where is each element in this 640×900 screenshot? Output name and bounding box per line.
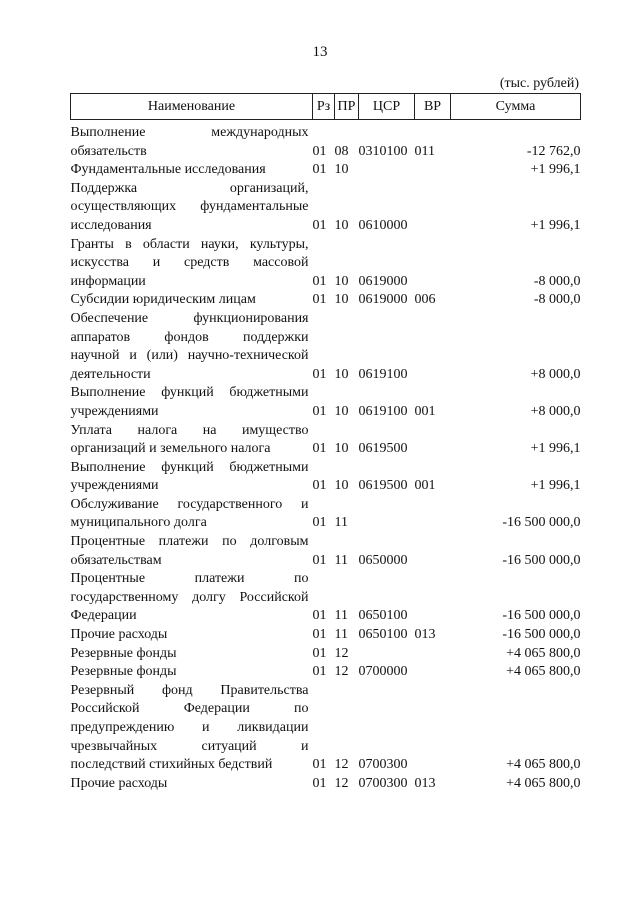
cell-sum: +4 065 800,0 bbox=[506, 757, 581, 773]
cell-sum: +4 065 800,0 bbox=[506, 645, 581, 661]
cell-pr: 10 bbox=[334, 478, 349, 494]
row-name-line: искусства и средств массовой bbox=[70, 255, 309, 271]
table-row bbox=[71, 459, 581, 496]
row-name-line: Прочие расходы bbox=[70, 627, 168, 643]
table-row bbox=[71, 422, 581, 459]
row-name bbox=[71, 533, 313, 570]
cell-rz: 01 bbox=[312, 608, 327, 624]
cell-vr: 001 bbox=[414, 478, 436, 494]
cell-sum: -16 500 000,0 bbox=[502, 627, 581, 643]
row-name-line: Российской Федерации по bbox=[70, 701, 309, 717]
cell-csr bbox=[359, 645, 415, 664]
header-csr: ЦСР bbox=[359, 94, 415, 120]
cell-pr: 11 bbox=[334, 608, 348, 624]
cell-rz: 01 bbox=[312, 645, 327, 661]
row-name-line: обязательствам bbox=[70, 552, 162, 568]
cell-rz: 01 bbox=[312, 217, 327, 233]
table-row bbox=[71, 626, 581, 645]
row-name-line: предупреждению и ликвидации bbox=[70, 720, 309, 735]
row-name-line: Уплата налога на имущество bbox=[70, 422, 309, 438]
row-name-line: чрезвычайных ситуаций и bbox=[70, 738, 309, 754]
cell-rz: 01 bbox=[312, 775, 327, 791]
cell-pr: 08 bbox=[334, 143, 349, 159]
cell-csr: 0700300 bbox=[358, 775, 408, 791]
cell-rz: 01 bbox=[312, 273, 327, 289]
row-name-line: муниципального долга bbox=[70, 515, 207, 531]
cell-sum: +1 996,1 bbox=[530, 217, 581, 233]
cell-sum: +4 065 800,0 bbox=[506, 775, 581, 791]
cell-pr: 10 bbox=[334, 441, 349, 457]
row-name bbox=[71, 291, 313, 310]
cell-pr: 10 bbox=[334, 162, 349, 178]
row-name bbox=[71, 161, 313, 180]
cell-csr: 0619000 bbox=[358, 292, 408, 308]
header-rz: Рз bbox=[313, 94, 335, 120]
row-name bbox=[71, 626, 313, 645]
header-pr: ПР bbox=[335, 94, 359, 120]
row-name bbox=[71, 384, 313, 421]
row-name bbox=[71, 459, 313, 496]
cell-vr: 013 bbox=[414, 775, 436, 791]
cell-sum: -8 000,0 bbox=[533, 273, 581, 289]
cell-vr bbox=[415, 180, 451, 236]
cell-pr: 12 bbox=[334, 757, 349, 773]
row-name-line: Процентные платежи по долговым bbox=[70, 534, 309, 550]
cell-sum: +1 996,1 bbox=[530, 162, 581, 178]
cell-rz: 01 bbox=[312, 366, 327, 382]
budget-table bbox=[70, 93, 581, 793]
row-name-line: Прочие расходы bbox=[70, 775, 168, 791]
row-name-line: научной и (или) научно-технической bbox=[70, 348, 309, 364]
cell-sum: -12 762,0 bbox=[526, 143, 581, 159]
cell-pr: 12 bbox=[334, 775, 349, 791]
cell-csr: 0310100 bbox=[358, 143, 408, 159]
header-sum: Сумма bbox=[451, 94, 581, 120]
row-name-line: Обеспечение функционирования bbox=[70, 310, 309, 326]
cell-vr bbox=[415, 570, 451, 626]
cell-csr: 0650100 bbox=[358, 608, 408, 624]
cell-vr: 013 bbox=[414, 627, 436, 643]
table-row bbox=[71, 775, 581, 794]
table-body bbox=[71, 120, 581, 794]
row-name bbox=[71, 310, 313, 384]
cell-csr: 0619100 bbox=[358, 366, 408, 382]
page-number: 13 bbox=[312, 44, 328, 60]
units-label: (тыс. рублей) bbox=[499, 76, 579, 91]
cell-pr: 11 bbox=[334, 552, 348, 568]
cell-rz: 01 bbox=[312, 478, 327, 494]
cell-sum: -16 500 000,0 bbox=[502, 552, 581, 568]
cell-pr: 10 bbox=[334, 292, 349, 308]
cell-pr: 10 bbox=[334, 403, 349, 419]
cell-csr: 0619100 bbox=[358, 403, 408, 419]
row-name bbox=[71, 570, 313, 626]
cell-sum: -16 500 000,0 bbox=[502, 515, 581, 531]
cell-rz: 01 bbox=[312, 627, 327, 643]
row-name bbox=[71, 663, 313, 682]
cell-csr: 0619000 bbox=[358, 273, 408, 289]
row-name-line: Гранты в области науки, культуры, bbox=[70, 236, 309, 252]
cell-csr: 0619500 bbox=[358, 441, 408, 457]
table-row bbox=[71, 180, 581, 236]
cell-rz: 01 bbox=[312, 664, 327, 680]
row-name-line: информации bbox=[70, 273, 146, 289]
cell-csr bbox=[359, 496, 415, 533]
table-row bbox=[71, 663, 581, 682]
cell-vr bbox=[415, 645, 451, 664]
header-vr: ВР bbox=[415, 94, 451, 120]
table-row bbox=[71, 570, 581, 626]
cell-vr bbox=[415, 682, 451, 775]
cell-csr: 0700300 bbox=[358, 757, 408, 773]
cell-pr: 12 bbox=[334, 664, 349, 680]
cell-sum: +4 065 800,0 bbox=[506, 664, 581, 680]
cell-pr: 10 bbox=[334, 217, 349, 233]
cell-vr bbox=[415, 236, 451, 292]
cell-pr: 11 bbox=[334, 515, 348, 531]
table-row bbox=[71, 645, 581, 664]
row-name-line: Субсидии юридическим лицам bbox=[70, 292, 256, 308]
cell-rz: 01 bbox=[312, 162, 327, 178]
table-row bbox=[71, 496, 581, 533]
row-name-line: Резервные фонды bbox=[70, 645, 177, 661]
cell-csr: 0700000 bbox=[358, 664, 408, 680]
row-name-line: Резервный фонд Правительства bbox=[70, 682, 309, 698]
row-name-line: деятельности bbox=[70, 366, 151, 382]
cell-sum: +8 000,0 bbox=[530, 366, 581, 382]
row-name bbox=[71, 422, 313, 459]
cell-pr: 11 bbox=[334, 627, 348, 643]
cell-pr: 12 bbox=[334, 645, 349, 661]
table-row bbox=[71, 236, 581, 292]
table-header-row bbox=[71, 94, 581, 120]
row-name-line: Фундаментальные исследования bbox=[70, 162, 266, 178]
row-name-line: учреждениями bbox=[70, 403, 159, 419]
row-name-line: исследования bbox=[70, 217, 152, 233]
row-name-line: Выполнение функций бюджетными bbox=[70, 459, 309, 475]
table-row bbox=[71, 310, 581, 384]
cell-vr bbox=[415, 663, 451, 682]
row-name bbox=[71, 180, 313, 236]
row-name-line: государственному долгу Российской bbox=[70, 589, 309, 605]
cell-rz: 01 bbox=[312, 441, 327, 457]
row-name-line: обязательств bbox=[70, 143, 147, 159]
cell-vr bbox=[415, 533, 451, 570]
cell-vr: 001 bbox=[414, 403, 436, 419]
row-name-line: Обслуживание государственного и bbox=[70, 496, 309, 512]
cell-rz: 01 bbox=[312, 403, 327, 419]
cell-vr: 011 bbox=[414, 143, 435, 159]
row-name bbox=[71, 496, 313, 533]
header-name: Наименование bbox=[71, 94, 313, 120]
cell-csr: 0650100 bbox=[358, 627, 408, 643]
cell-vr bbox=[415, 161, 451, 180]
row-name-line: Выполнение функций бюджетными bbox=[70, 385, 309, 401]
cell-vr bbox=[415, 310, 451, 384]
table-row bbox=[71, 291, 581, 310]
cell-rz: 01 bbox=[312, 292, 327, 308]
row-name bbox=[71, 120, 313, 162]
row-name-line: Поддержка организаций, bbox=[70, 180, 309, 196]
row-name bbox=[71, 682, 313, 775]
cell-csr bbox=[359, 161, 415, 180]
cell-vr bbox=[415, 496, 451, 533]
cell-csr: 0619500 bbox=[358, 478, 408, 494]
row-name-line: аппаратов фондов поддержки bbox=[70, 329, 309, 345]
cell-csr: 0650000 bbox=[358, 552, 408, 568]
cell-sum: +8 000,0 bbox=[530, 403, 581, 419]
cell-vr: 006 bbox=[414, 292, 436, 308]
cell-pr: 10 bbox=[334, 366, 349, 382]
cell-sum: +1 996,1 bbox=[530, 478, 581, 494]
cell-pr: 10 bbox=[334, 273, 349, 289]
cell-sum: -8 000,0 bbox=[533, 292, 581, 308]
row-name-line: Резервные фонды bbox=[70, 664, 177, 680]
row-name-line: осуществляющих фундаментальные bbox=[70, 199, 309, 215]
table-row bbox=[71, 384, 581, 421]
cell-csr: 0610000 bbox=[358, 217, 408, 233]
table-row bbox=[71, 161, 581, 180]
cell-rz: 01 bbox=[312, 757, 327, 773]
row-name bbox=[71, 236, 313, 292]
cell-sum: +1 996,1 bbox=[530, 441, 581, 457]
table-row bbox=[71, 120, 581, 162]
row-name-line: Процентные платежи по bbox=[70, 571, 309, 587]
cell-rz: 01 bbox=[312, 143, 327, 159]
row-name-line: Федерации bbox=[70, 608, 137, 624]
row-name bbox=[71, 775, 313, 794]
row-name-line: организаций и земельного налога bbox=[70, 441, 271, 457]
cell-vr bbox=[415, 422, 451, 459]
cell-sum: -16 500 000,0 bbox=[502, 608, 581, 624]
row-name-line: последствий стихийных бедствий bbox=[70, 757, 273, 773]
table-row bbox=[71, 682, 581, 775]
row-name bbox=[71, 645, 313, 664]
cell-rz: 01 bbox=[312, 552, 327, 568]
row-name-line: учреждениями bbox=[70, 478, 159, 494]
row-name-line: Выполнение международных bbox=[70, 125, 309, 140]
table-row bbox=[71, 533, 581, 570]
cell-rz: 01 bbox=[312, 515, 327, 531]
